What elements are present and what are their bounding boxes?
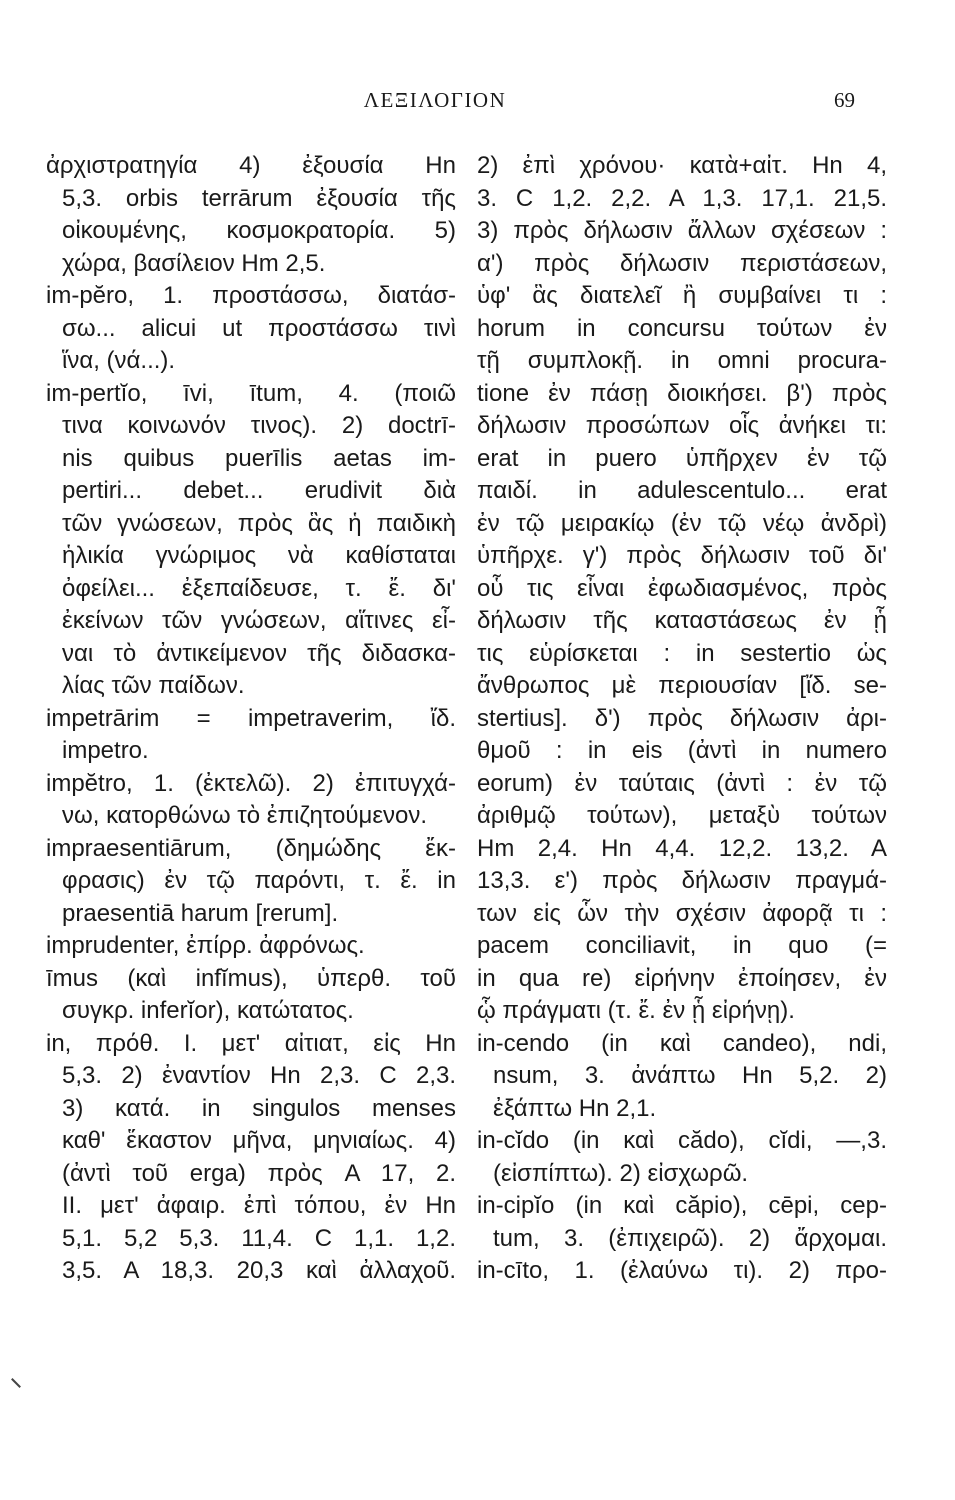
text-line: praesentiā harum [rerum]. xyxy=(62,899,339,927)
text-line: eorum) ἐν ταύταις (ἀντὶ : ἐν τῷ xyxy=(477,769,887,797)
text-line: δήλωσιν προσώπων οἷς ἀνήκει τι: xyxy=(477,412,887,439)
text-line: συγκρ. inferĭor), κατώτατος. xyxy=(62,997,354,1024)
text-line: 3) κατά. in singulos menses xyxy=(62,1094,456,1122)
text-line: 3,5. A 18,3. 20,3 καὶ ἀλλαχοῦ. xyxy=(62,1257,456,1284)
text-line: των εἰς ὧν τὴν σχέσιν ἀφορᾷ τι : xyxy=(477,899,887,927)
text-line: in-cĭdo (in καὶ cădo), cĭdi, —,3. xyxy=(477,1127,887,1154)
text-line: φρασις) ἐν τῷ παρόντι, τ. ἔ. in xyxy=(62,867,456,894)
text-line: θμοῦ : in eis (ἀντὶ in numero xyxy=(477,737,887,764)
text-line: χώρα, βασίλειον Hm 2,5. xyxy=(62,249,326,277)
text-line: in, πρόθ. I. μετ' αἰτιατ, εἰς Hn xyxy=(46,1029,456,1057)
text-line: δήλωσιν τῆς καταστάσεως ἐν ᾗ xyxy=(477,607,887,634)
text-line: ἡλικία γνώριμος νὰ καθίσταται xyxy=(62,542,456,569)
text-line: 13,3. ε') πρὸς δήλωσιν πραγμά- xyxy=(477,867,887,894)
text-line: 3. C 1,2. 2,2. A 1,3. 17,1. 21,5. xyxy=(477,184,887,212)
text-line: in-cipĭo (in καὶ căpio), cēpi, cep- xyxy=(477,1192,887,1219)
text-line: stertius]. δ') πρὸς δήλωσιν ἀρι- xyxy=(477,704,887,732)
text-line: α') πρὸς δήλωσιν περιστάσεων, xyxy=(477,249,887,277)
page-title: ΛΕΞΙΛΟΓΙΟΝ xyxy=(363,88,507,112)
right-column xyxy=(477,150,887,1288)
text-line: παιδί. in adulescentulo... erat xyxy=(477,477,887,504)
text-line: impraesentiārum, (δημώδης ἔκ- xyxy=(46,834,456,862)
text-line: tione ἐν πάσῃ διοικήσει. β') πρὸς xyxy=(477,379,887,407)
text-line: Hm 2,4. Hn 4,4. 12,2. 13,2. A xyxy=(477,834,887,862)
text-line: τῇ συμπλοκῇ. in omni procura- xyxy=(477,347,887,374)
text-line: τις εὑρίσκεται : in sestertio ὡς xyxy=(477,639,887,667)
page-number: 69 xyxy=(834,88,855,112)
text-line: οὗ τις εἶναι ἐφωδιασμένος, πρὸς xyxy=(477,574,887,602)
text-line: ἐκείνων τῶν γνώσεων, αἵτινες εἶ- xyxy=(62,607,456,634)
text-line: (ἀντὶ τοῦ erga) πρὸς A 17, 2. xyxy=(62,1159,456,1187)
text-line: in qua re) εἰρήνην ἐποίησεν, ἐν xyxy=(477,964,887,992)
text-line: impetrārim = impetraverim, ἴδ. xyxy=(46,704,456,732)
text-line: ἄνθρωπος μὲ περιουσίαν [ἴδ. se- xyxy=(477,672,887,699)
text-line: pacem conciliavit, in quo (= xyxy=(477,932,887,959)
text-line: in-cendo (in καὶ candeo), ndi, xyxy=(477,1029,887,1057)
text-line: II. μετ' ἀφαιρ. ἐπὶ τόπου, ἐν Hn xyxy=(62,1192,456,1219)
text-line: νω, κατορθώνω τὸ ἐπιζητούμενον. xyxy=(62,802,428,829)
text-line: ᾧ πράγματι (τ. ἔ. ἐν ᾗ εἰρήνῃ). xyxy=(477,997,795,1024)
text-line: ναι τὸ ἀντικείμενον τῆς διδασκα- xyxy=(62,639,456,667)
text-line: ὑπῆρχε. γ') πρὸς δήλωσιν τοῦ δι' xyxy=(477,542,887,569)
text-line: 2) ἐπὶ χρόνου· κατὰ+αἰτ. Hn 4, xyxy=(477,152,887,179)
text-line: tum, 3. (ἐπιχειρῶ). 2) ἄρχομαι. xyxy=(493,1224,887,1252)
text-line: ὑφ' ἃς διατελεῖ ἢ συμβαίνει τι : xyxy=(477,282,887,309)
text-line: 3) πρὸς δήλωσιν ἄλλων σχέσεων : xyxy=(477,217,887,244)
scan-mark xyxy=(11,1378,21,1388)
text-line: τῶν γνώσεων, πρὸς ἃς ἡ παιδικὴ xyxy=(62,509,456,537)
text-line: nsum, 3. ἀνάπτω Hn 5,2. 2) xyxy=(493,1062,887,1089)
text-line: ἵνα, (νά...). xyxy=(62,347,176,374)
text-line: imprudenter, ἐπίρρ. ἀφρόνως. xyxy=(46,932,365,959)
text-line: καθ' ἕκαστον μῆνα, μηνιαίως. 4) xyxy=(62,1127,456,1154)
text-line: 5,3. orbis terrārum ἐξουσία τῆς xyxy=(62,184,456,212)
text-line: οἰκουμένης, κοσμοκρατορία. 5) xyxy=(62,217,456,244)
left-column xyxy=(46,150,456,1288)
text-line: 5,3. 2) ἐναντίον Hn 2,3. C 2,3. xyxy=(62,1062,456,1089)
text-line: pertiri... debet... erudivit διὰ xyxy=(62,477,456,504)
text-line: im-pĕro, 1. προστάσσω, διατάσ- xyxy=(46,282,456,309)
text-line: nis quibus puerīlis aetas im- xyxy=(62,444,456,472)
text-line: ἀρχιστρατηγία 4) ἐξουσία Hn xyxy=(46,152,456,179)
text-line: īmus (καὶ infĭmus), ὑπερθ. τοῦ xyxy=(46,964,456,992)
text-line: ὀφείλει... ἐξεπαίδευσε, τ. ἔ. δι' xyxy=(62,574,456,602)
text-line: im-pertĭo, īvi, ītum, 4. (ποιῶ xyxy=(46,379,456,407)
text-line: horum in concursu τούτων ἐν xyxy=(477,314,887,342)
text-line: in-cīto, 1. (ἐλαύνω τι). 2) προ- xyxy=(477,1257,887,1284)
text-line: ἐν τῷ μειρακίῳ (ἐν τῷ νέῳ ἀνδρὶ) xyxy=(477,509,887,537)
text-line: impetro. xyxy=(62,737,149,764)
text-line: ἐξάπτω Hn 2,1. xyxy=(493,1094,657,1122)
text-line: impĕtro, 1. (ἐκτελῶ). 2) ἐπιτυγχά- xyxy=(46,769,456,797)
text-line: τινα κοινωνόν τινος). 2) doctrī- xyxy=(62,412,456,439)
text-line: erat in puero ὑπῆρχεν ἐν τῷ xyxy=(477,444,887,472)
text-line: 5,1. 5,2 5,3. 11,4. C 1,1. 1,2. xyxy=(62,1224,456,1252)
running-head xyxy=(0,88,955,118)
text-line: σω... alicui ut προστάσσω τινὶ xyxy=(62,314,456,342)
text-line: λίας τῶν παίδων. xyxy=(62,672,245,699)
text-line: (εἰσπίπτω). 2) εἰσχωρῶ. xyxy=(493,1159,749,1187)
text-line: ἀριθμῷ τούτων), μεταξὺ τούτων xyxy=(477,802,887,829)
